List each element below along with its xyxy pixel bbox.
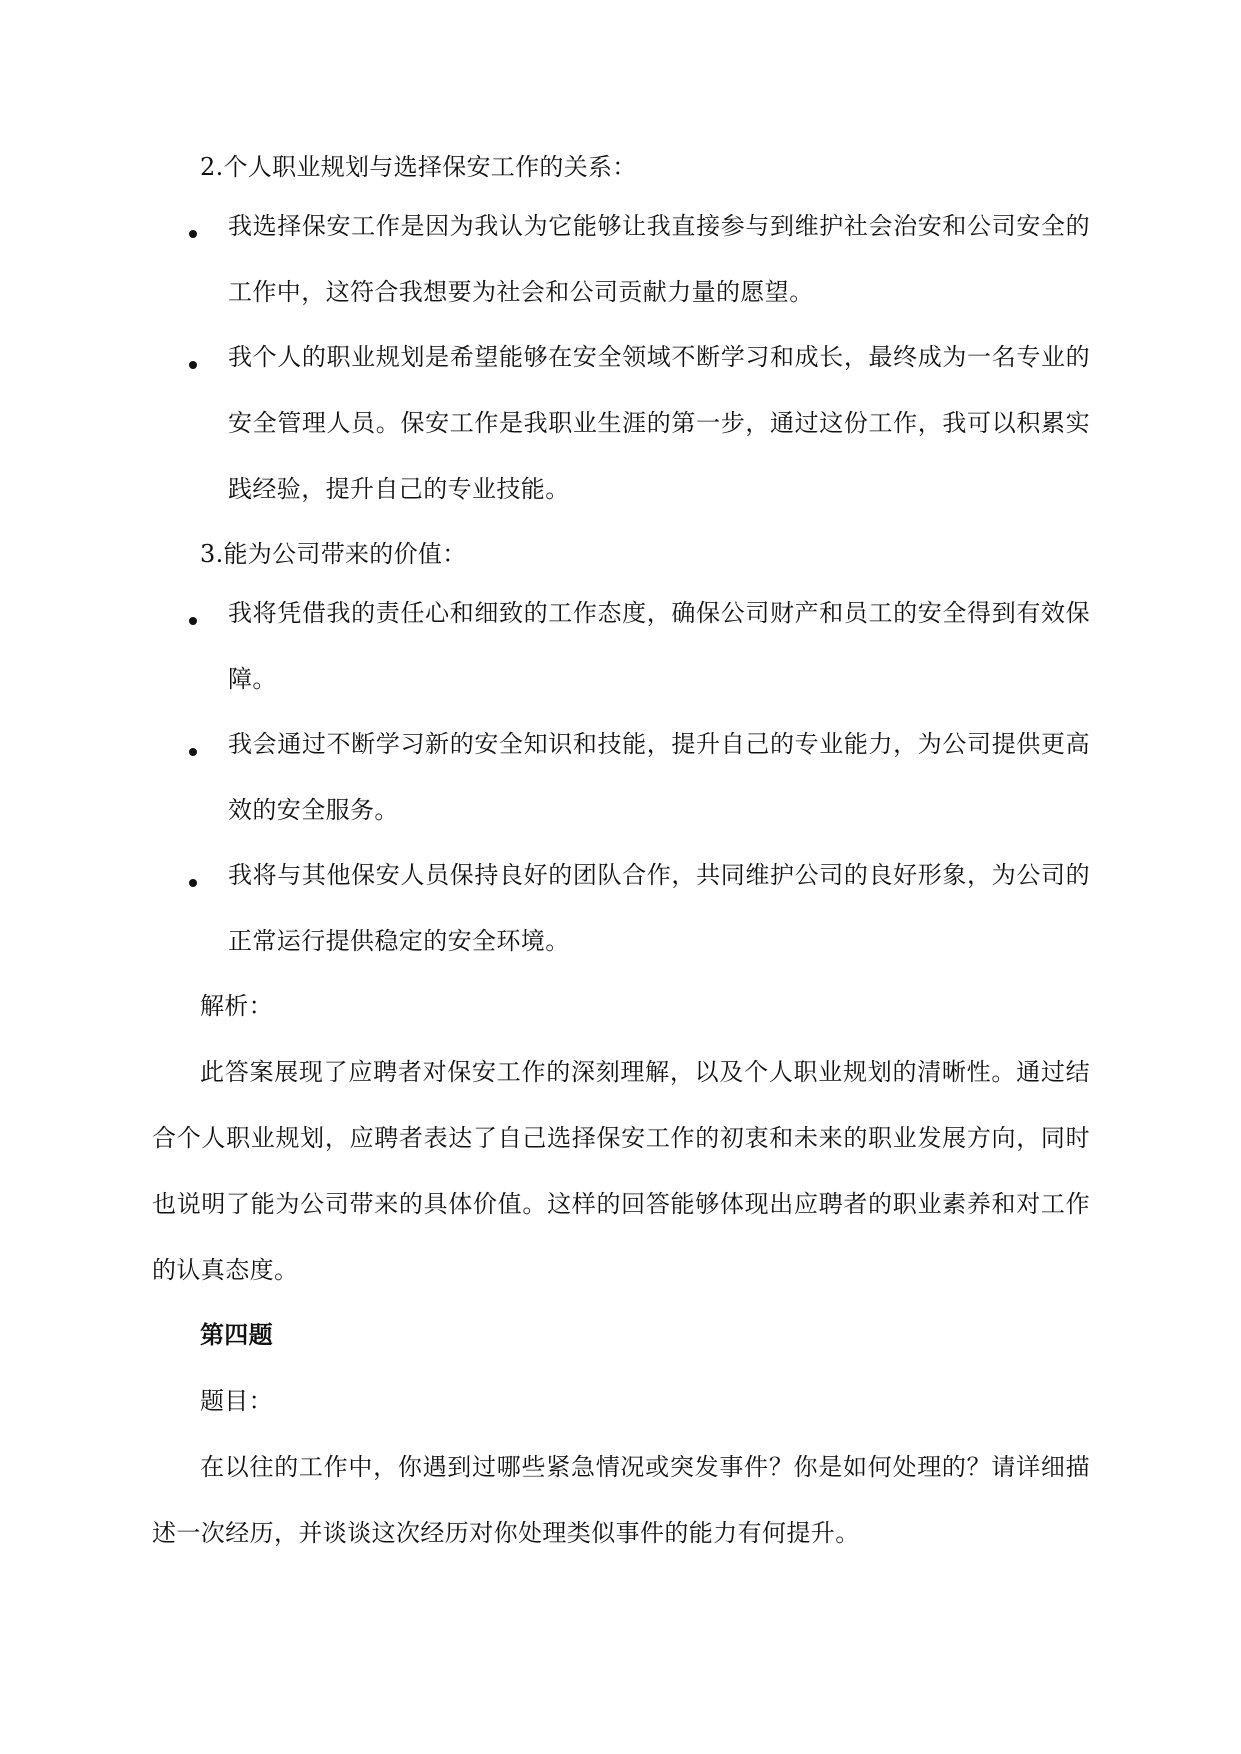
question-label: 题目： [200,1387,273,1415]
bullet-icon [189,617,197,625]
analysis-label: 解析： [200,992,273,1020]
list-item: 我会通过不断学习新的安全知识和技能，提升自己的专业能力，为公司提供更高效的安全服务。 [228,730,1090,824]
section-heading-career-plan: 2.个人职业规划与选择保安工作的关系： [200,153,637,181]
analysis-paragraph: 此答案展现了应聘者对保安工作的深刻理解，以及个人职业规划的清晰性。通过结合个人职业规划，应聘者表达了自己选择保安工作的初衷和未来的职业发展方向，同时也说明了能为公司带来的具体价值。这样的回答能够体现出应聘者的职业素养和对工作的认真态度。 [152,1058,1090,1284]
list-item: 我个人的职业规划是希望能够在安全领域不断学习和成长，最终成为一名专业的安全管理人员。保安工作是我职业生涯的第一步，通过这份工作，我可以积累实践经验，提升自己的专业技能。 [228,343,1090,503]
bullet-icon [189,361,197,369]
question-paragraph: 在以往的工作中，你遇到过哪些紧急情况或突发事件？你是如何处理的？请详细描述一次经历，并谈谈这次经历对你处理类似事件的能力有何提升。 [152,1453,1090,1547]
list-item: 我将与其他保安人员保持良好的团队合作，共同维护公司的良好形象，为公司的正常运行提供稳定的安全环境。 [228,861,1090,955]
section-heading-value: 3.能为公司带来的价值： [200,540,467,568]
list-item: 我将凭借我的责任心和细致的工作态度，确保公司财产和员工的安全得到有效保障。 [228,599,1090,693]
bullet-icon [189,748,197,756]
bullet-icon [189,879,197,887]
question-title: 第四题 [200,1320,273,1349]
bullet-icon [189,230,197,238]
list-item: 我选择保安工作是因为我认为它能够让我直接参与到维护社会治安和公司安全的工作中，这符合我想要为社会和公司贡献力量的愿望。 [228,212,1090,306]
